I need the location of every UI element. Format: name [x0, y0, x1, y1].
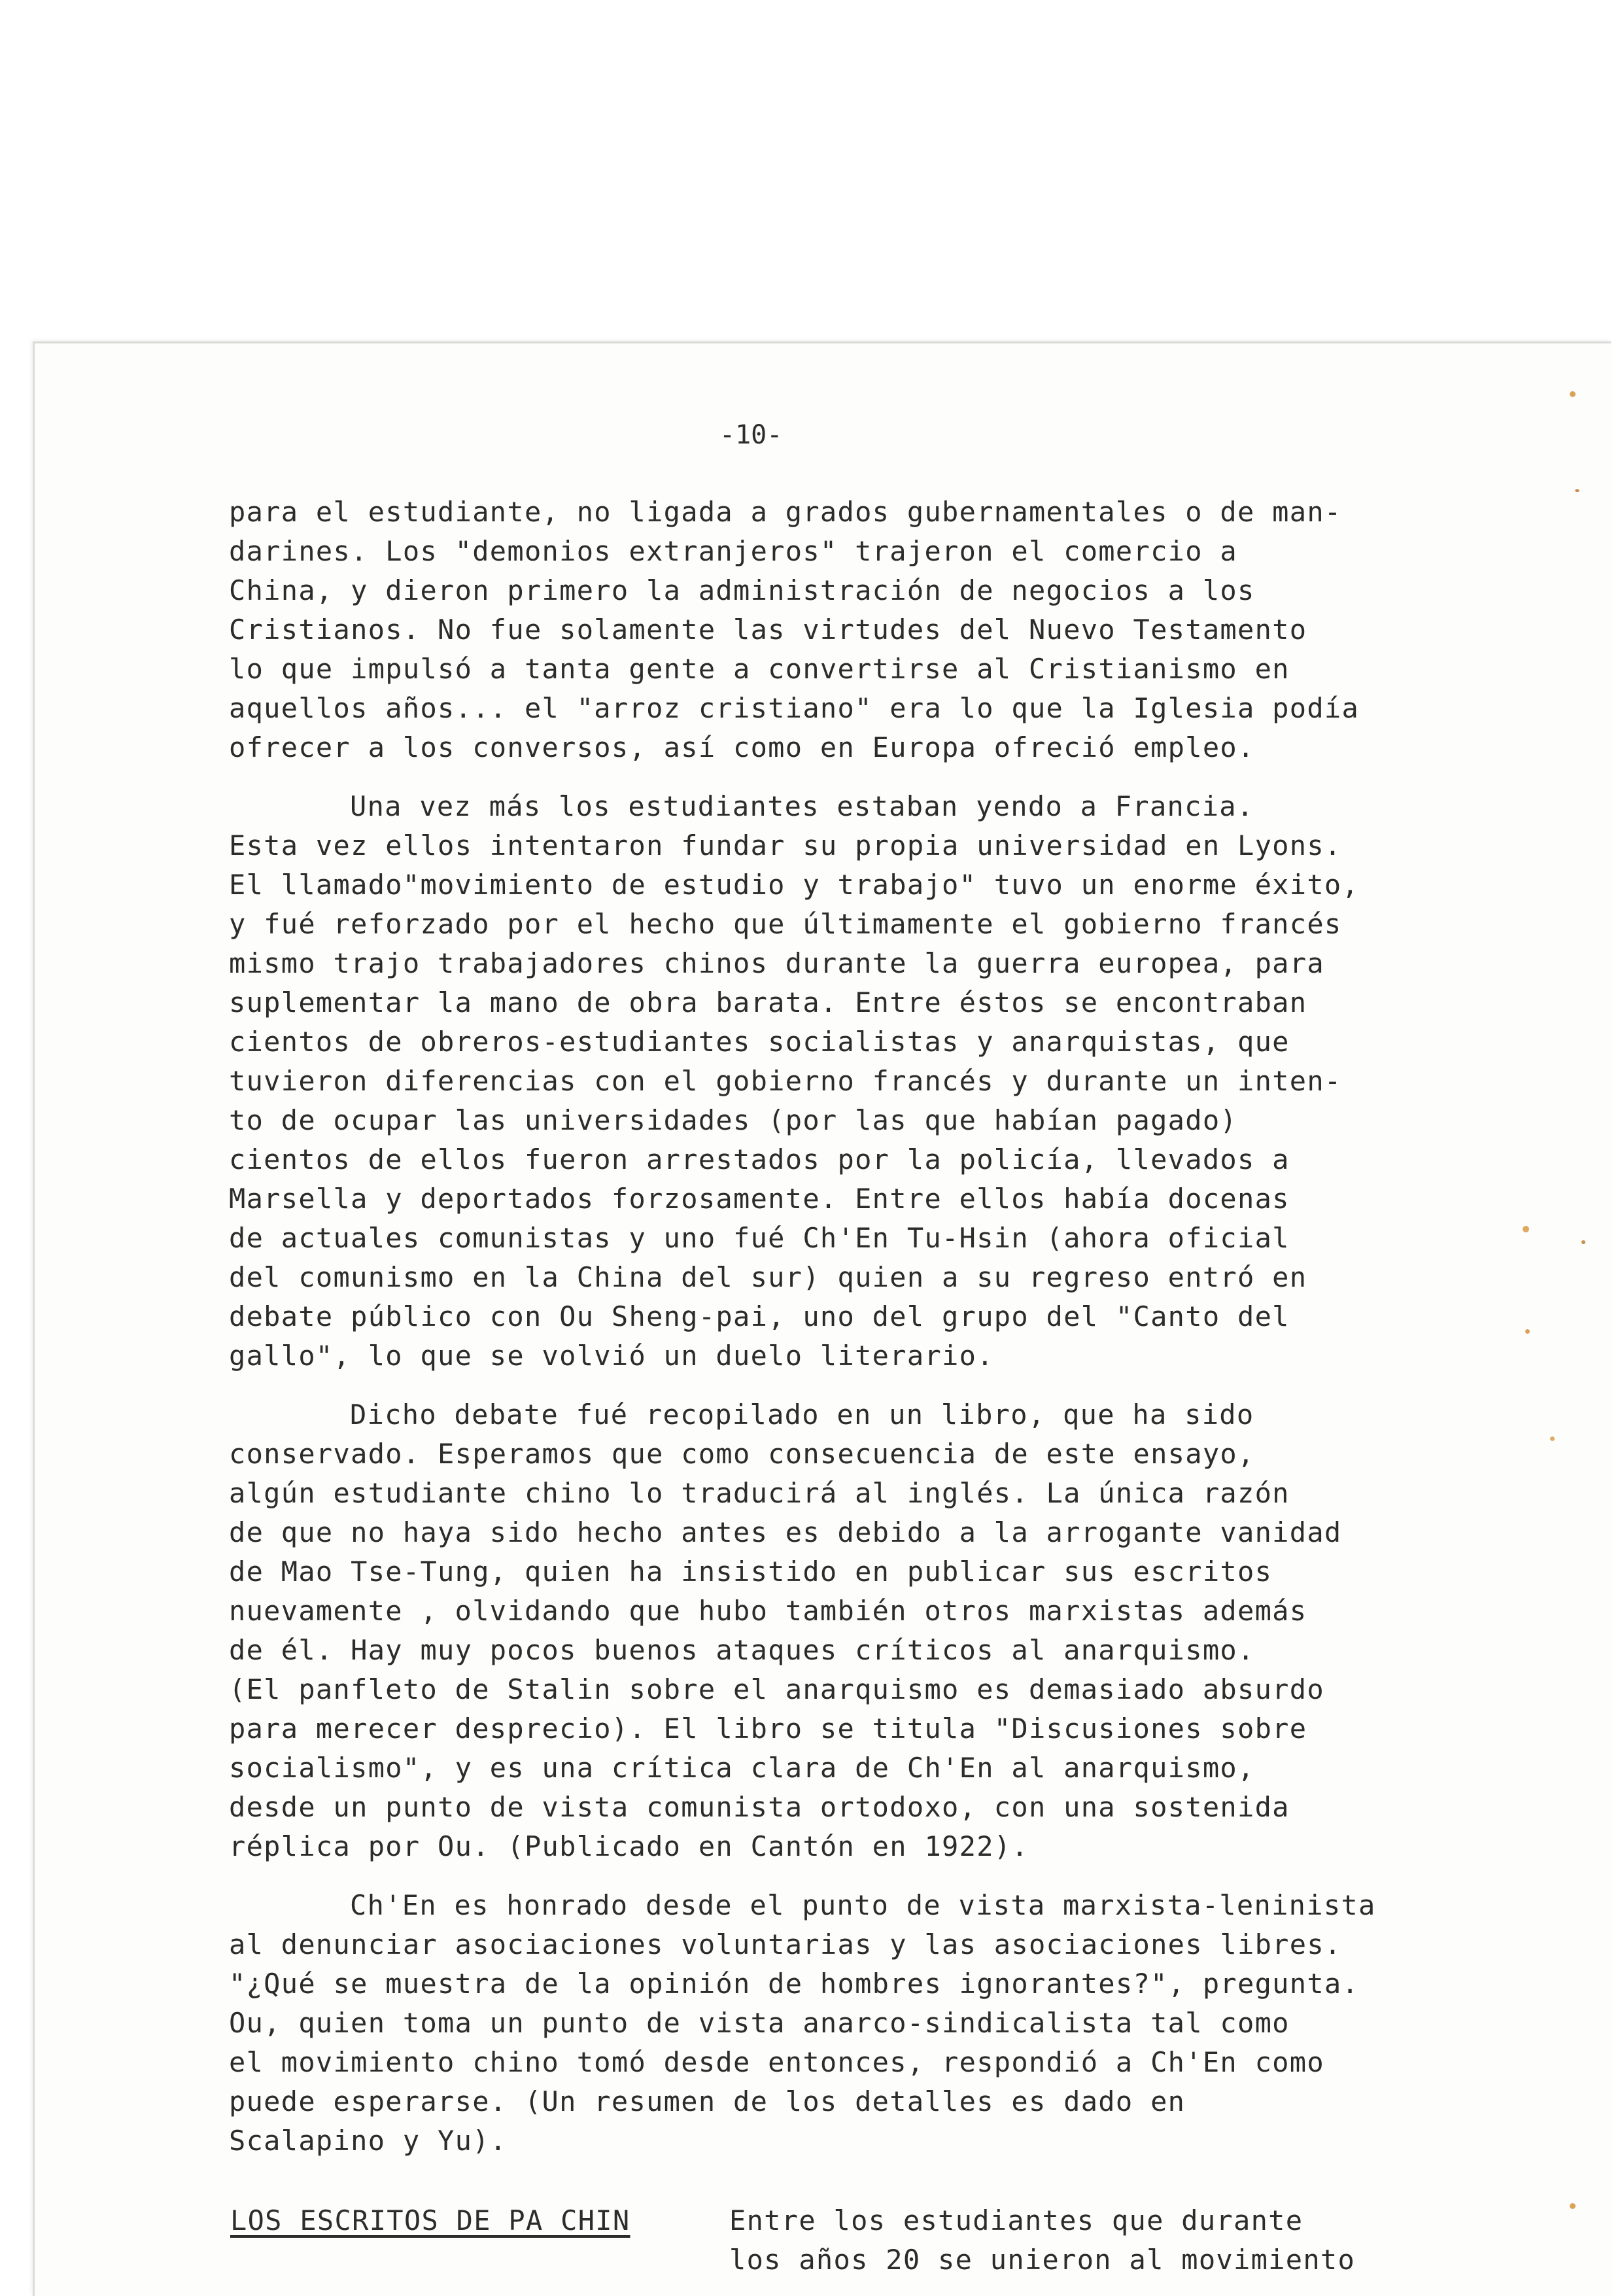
text-line: tuvieron diferencias con el gobierno francés y durante un inten- [229, 1065, 1342, 1097]
text-line: mismo trajo trabajadores chinos durante la guerra europea, para [229, 947, 1324, 979]
text-line: debate público con Ou Sheng-pai, uno del grupo del "Canto del [229, 1300, 1290, 1332]
text-line: de actuales comunistas y uno fué Ch'En Tu-Hsin (ahora oficial [229, 1222, 1290, 1254]
text-line: desde un punto de vista comunista ortodoxo, con una sostenida [229, 1791, 1290, 1823]
text-line: el movimiento chino tomó desde entonces, respondió a Ch'En como [229, 2046, 1324, 2078]
text-line: lo que impulsó a tanta gente a convertirse al Cristianismo en [229, 653, 1290, 685]
paper-speck [1581, 1240, 1585, 1244]
paper-speck [1523, 1226, 1529, 1232]
text-line: ofrecer a los conversos, así como en Europa ofreció empleo. [229, 731, 1255, 763]
text-line: Cristianos. No fue solamente las virtudes del Nuevo Testamento [229, 614, 1307, 646]
text-line: suplementar la mano de obra barata. Entre éstos se encontraban [229, 986, 1307, 1018]
text-line: Dicho debate fué recopilado en un libro, que ha sido [350, 1399, 1254, 1431]
text-line: Ou, quien toma un punto de vista anarco-sindicalista tal como [229, 2007, 1290, 2039]
section-heading: LOS ESCRITOS DE PA CHIN [230, 2204, 630, 2236]
text-line: de Mao Tse-Tung, quien ha insistido en publicar sus escritos [229, 1556, 1273, 1588]
text-line: aquellos años... el "arroz cristiano" era lo que la Iglesia podía [229, 692, 1360, 724]
text-line: (El panfleto de Stalin sobre el anarquismo es demasiado absurdo [229, 1673, 1324, 1705]
text-line: cientos de ellos fueron arrestados por la policía, llevados a [229, 1143, 1290, 1175]
text-line: réplica por Ou. (Publicado en Cantón en 1922). [229, 1830, 1029, 1862]
paper-speck [1570, 2203, 1576, 2209]
text-line: nuevamente , olvidando que hubo también otros marxistas además [229, 1595, 1307, 1627]
text-line: socialismo", y es una crítica clara de Ch'En al anarquismo, [229, 1752, 1255, 1784]
text-line: de que no haya sido hecho antes es debido a la arrogante vanidad [229, 1516, 1342, 1548]
text-line: y fué reforzado por el hecho que últimamente el gobierno francés [229, 908, 1342, 940]
text-line: para merecer desprecio). El libro se titula "Discusiones sobre [229, 1713, 1307, 1745]
text-line: puede esperarse. (Un resumen de los detalles es dado en [229, 2085, 1186, 2117]
paper-speck [1570, 391, 1576, 397]
page-number: -10- [719, 420, 783, 450]
text-line: Esta vez ellos intentaron fundar su propia universidad en Lyons. [229, 829, 1342, 861]
text-line: Marsella y deportados forzosamente. Entre ellos había docenas [229, 1183, 1290, 1215]
text-line: de él. Hay muy pocos buenos ataques críticos al anarquismo. [229, 1634, 1255, 1666]
text-line: los años 20 se unieron al movimiento [729, 2244, 1356, 2276]
paper-speck [1575, 489, 1579, 492]
text-line: para el estudiante, no ligada a grados gubernamentales o de man- [229, 496, 1342, 528]
text-line: to de ocupar las universidades (por las que habían pagado) [229, 1104, 1237, 1136]
text-line: gallo", lo que se volvió un duelo literario. [229, 1340, 994, 1372]
text-line: darines. Los "demonios extranjeros" trajeron el comercio a [229, 535, 1237, 567]
text-line: Ch'En es honrado desde el punto de vista marxista-leninista [350, 1889, 1376, 1921]
paper-speck [1550, 1436, 1555, 1441]
text-line: El llamado"movimiento de estudio y trabajo" tuvo un enorme éxito, [229, 869, 1360, 901]
text-line: Scalapino y Yu). [229, 2125, 508, 2157]
text-line: China, y dieron primero la administración de negocios a los [229, 574, 1255, 606]
text-line: "¿Qué se muestra de la opinión de hombres ignorantes?", pregunta. [229, 1968, 1360, 2000]
text-line: Entre los estudiantes que durante [729, 2204, 1303, 2236]
text-line: del comunismo en la China del sur) quien a su regreso entró en [229, 1261, 1307, 1293]
paper-speck [1525, 1329, 1530, 1334]
text-line: conservado. Esperamos que como consecuencia de este ensayo, [229, 1438, 1255, 1470]
text-line: Una vez más los estudiantes estaban yendo a Francia. [350, 790, 1254, 822]
text-line: cientos de obreros-estudiantes socialistas y anarquistas, que [229, 1026, 1290, 1058]
text-line: algún estudiante chino lo traducirá al inglés. La única razón [229, 1477, 1290, 1509]
text-line: al denunciar asociaciones voluntarias y las asociaciones libres. [229, 1928, 1342, 1960]
